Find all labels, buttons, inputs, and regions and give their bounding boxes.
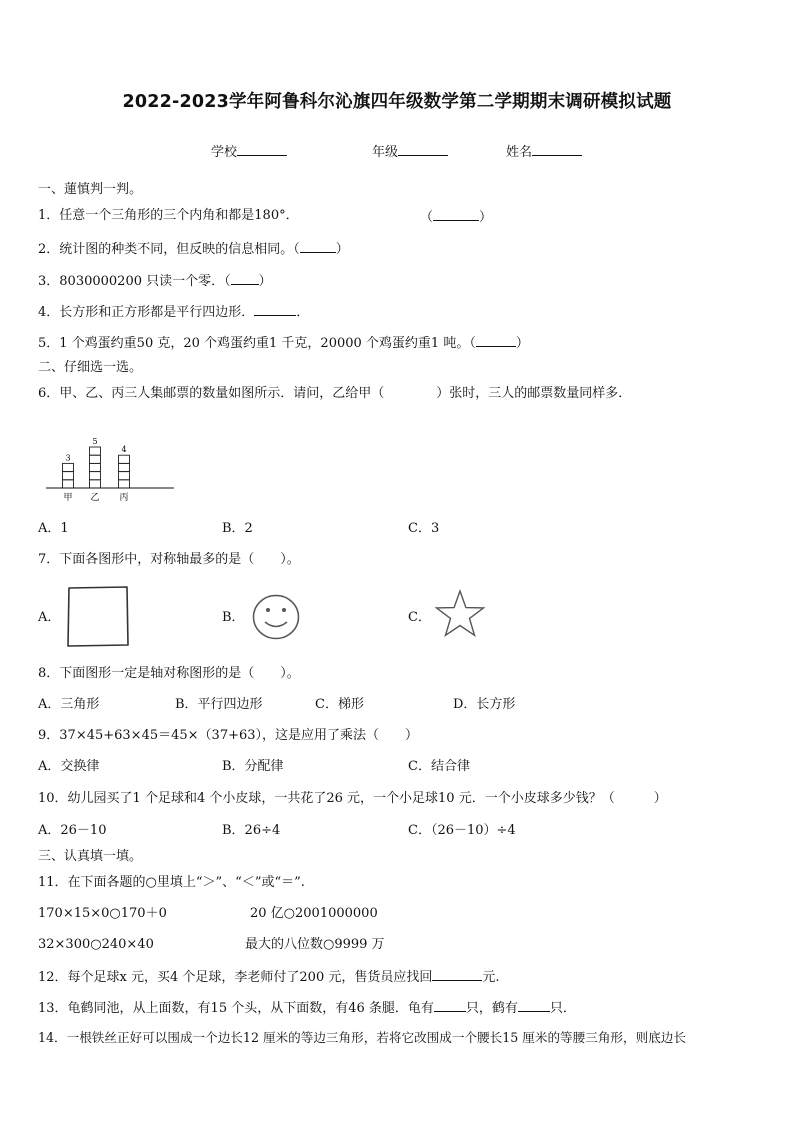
bar-丙-block-4 bbox=[119, 455, 130, 463]
question-4: 4．长方形和正方形都是平行四边形． ． bbox=[38, 305, 310, 320]
question-1-answer[interactable]: （ ） bbox=[420, 210, 493, 225]
question-13: 13．龟鹤同池，从上面数，有15 个头，从下面数，有46 条腿．龟有 只，鹤有 只． bbox=[38, 1001, 576, 1016]
question-2-text: 2．统计图的种类不同，但反映的信息相同。（ bbox=[38, 242, 300, 257]
bar-甲-block-1 bbox=[63, 480, 74, 488]
question-11-item-1[interactable]: 170×15×0○170＋0 bbox=[38, 906, 167, 921]
section-3-heading: 三、认真填一填。 bbox=[38, 849, 143, 864]
bar-丙-block-1 bbox=[119, 480, 130, 488]
question-8-option-b[interactable]: B．平行四边形 bbox=[175, 697, 263, 712]
question-5-blank[interactable] bbox=[476, 334, 516, 347]
question-9-option-b[interactable]: B．分配律 bbox=[222, 759, 284, 774]
category-label-乙: 乙 bbox=[90, 493, 100, 503]
question-11-item-3[interactable]: 32×300○240×40 bbox=[38, 937, 154, 952]
star-icon bbox=[434, 589, 486, 639]
bar-丙-block-2 bbox=[119, 472, 130, 480]
question-9: 9．37×45+63×45＝45×（37+63），这是应用了乘法（ ） bbox=[38, 728, 419, 743]
bar-甲-block-3 bbox=[63, 463, 74, 471]
grade-blank[interactable] bbox=[398, 143, 448, 156]
category-label-丙: 丙 bbox=[119, 493, 129, 503]
question-2: 2．统计图的种类不同，但反映的信息相同。（ ） bbox=[38, 242, 349, 257]
question-10: 10．幼儿园买了1 个足球和4 个小皮球，一共花了26 元，一个小足球10 元．一个小皮球多少钱？（ ） bbox=[38, 791, 667, 806]
question-8: 8．下面图形一定是轴对称图形的是（ ）。 bbox=[38, 666, 300, 681]
question-12-text: 12．每个足球x 元，买4 个足球，李老师付了200 元，售货员应找回 bbox=[38, 970, 433, 985]
question-13-text: 13．龟鹤同池，从上面数，有15 个头，从下面数，有46 条腿．龟有 bbox=[38, 1001, 434, 1016]
grade-label: 年级 bbox=[372, 145, 399, 160]
category-label-甲: 甲 bbox=[63, 493, 73, 503]
question-9-option-c[interactable]: C．结合律 bbox=[408, 759, 470, 774]
question-4-blank[interactable] bbox=[254, 303, 296, 316]
question-3: 3．8030000200 只读一个零．（ ） bbox=[38, 274, 272, 289]
grade-field bbox=[372, 141, 448, 160]
question-8-option-a[interactable]: A．三角形 bbox=[38, 697, 100, 712]
page-title: 2022-2023学年阿鲁科尔沁旗四年级数学第二学期期末调研模拟试题 bbox=[122, 92, 672, 112]
question-11: 11．在下面各题的○里填上“＞”、“＜”或“＝”. bbox=[38, 875, 305, 890]
question-6-option-c[interactable]: C．3 bbox=[408, 521, 440, 536]
question-1-text: 1．任意一个三角形的三个内角和都是180°． bbox=[38, 208, 299, 223]
name-field bbox=[506, 141, 582, 160]
question-3-blank[interactable] bbox=[231, 272, 259, 285]
question-6-option-a[interactable]: A．1 bbox=[38, 521, 69, 536]
question-10-option-b[interactable]: B．26÷4 bbox=[222, 823, 281, 838]
question-9-option-a[interactable]: A．交换律 bbox=[38, 759, 100, 774]
smiley-face-icon bbox=[251, 593, 301, 641]
question-7: 7．下面各图形中，对称轴最多的是（ ）。 bbox=[38, 552, 300, 567]
question-1 bbox=[38, 208, 299, 224]
question-14: 14．一根铁丝正好可以围成一个边长12 厘米的等边三角形，若将它改围成一个腰长15 厘米的等腰三角形，则底边长 bbox=[38, 1030, 686, 1045]
bar-乙-block-2 bbox=[90, 472, 101, 480]
question-10-option-a[interactable]: A．26－10 bbox=[38, 823, 107, 838]
bar-乙-block-4 bbox=[90, 455, 101, 463]
name-label: 姓名 bbox=[506, 145, 533, 160]
question-10-option-c[interactable]: C．（26－10）÷4 bbox=[408, 823, 516, 838]
chart-bars bbox=[63, 447, 130, 488]
question-7-option-b[interactable]: B． bbox=[222, 610, 245, 625]
bar-乙-block-3 bbox=[90, 463, 101, 471]
question-6-text: 6．甲、乙、丙三人集邮票的数量如图所示．请问，乙给甲（ bbox=[38, 386, 385, 401]
school-blank[interactable] bbox=[237, 143, 287, 156]
question-5-text: 5．1 个鸡蛋约重50 克，20 个鸡蛋约重1 千克，20000 个鸡蛋约重1 吨。（ bbox=[38, 336, 476, 351]
square-icon bbox=[66, 586, 130, 648]
question-7-option-c[interactable]: C． bbox=[408, 610, 431, 625]
question-3-text: 3．8030000200 只读一个零．（ bbox=[38, 274, 231, 289]
section-2-heading: 二、仔细选一选。 bbox=[38, 360, 143, 375]
data-label-乙: 5 bbox=[92, 437, 98, 446]
question-4-text: 4．长方形和正方形都是平行四边形． bbox=[38, 305, 255, 320]
question-8-option-d[interactable]: D．长方形 bbox=[453, 697, 516, 712]
stamp-count-chart bbox=[40, 412, 180, 507]
bar-丙-block-3 bbox=[119, 463, 130, 471]
question-2-blank[interactable] bbox=[300, 240, 336, 253]
bar-甲-block-2 bbox=[63, 472, 74, 480]
question-6-option-b[interactable]: B．2 bbox=[222, 521, 253, 536]
question-11-item-4[interactable]: 最大的八位数○9999 万 bbox=[245, 937, 385, 952]
school-label: 学校 bbox=[211, 145, 238, 160]
question-6: 6．甲、乙、丙三人集邮票的数量如图所示．请问，乙给甲（ ）张时，三人的邮票数量同样多． bbox=[38, 386, 632, 401]
name-blank[interactable] bbox=[532, 143, 582, 156]
question-13-blank-1[interactable] bbox=[434, 999, 466, 1012]
question-12: 12．每个足球x 元，买4 个足球，李老师付了200 元，售货员应找回 元. bbox=[38, 970, 500, 985]
bar-乙-block-5 bbox=[90, 447, 101, 455]
question-12-blank[interactable] bbox=[432, 968, 482, 981]
question-8-option-c[interactable]: C．梯形 bbox=[315, 697, 364, 712]
bar-乙-block-1 bbox=[90, 480, 101, 488]
data-label-甲: 3 bbox=[65, 453, 71, 463]
question-11-item-2[interactable]: 20 亿○2001000000 bbox=[250, 906, 378, 921]
question-13-blank-2[interactable] bbox=[518, 999, 550, 1012]
question-5: 5．1 个鸡蛋约重50 克，20 个鸡蛋约重1 千克，20000 个鸡蛋约重1 吨。（ ） bbox=[38, 336, 529, 351]
data-label-丙: 4 bbox=[121, 445, 127, 455]
section-1-heading: 一、蓮慎判一判。 bbox=[38, 182, 143, 197]
school-field bbox=[211, 141, 287, 160]
question-7-option-a[interactable]: A． bbox=[38, 610, 61, 625]
